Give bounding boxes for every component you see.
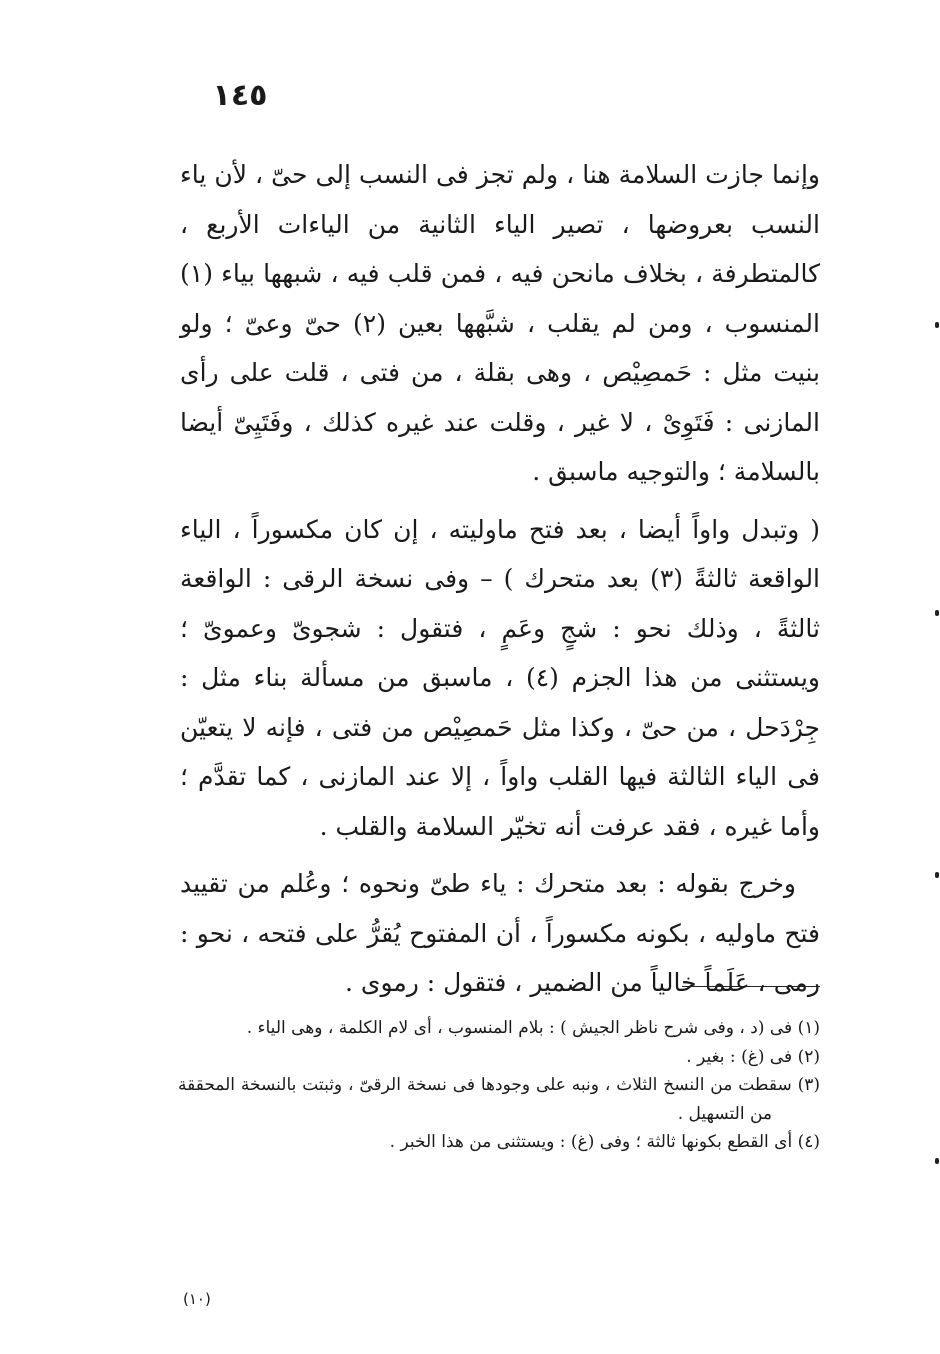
footnote-1: (١) فى (د ، وفى شرح ناظر الجيش ) : بلام المنسوب ، أى لام الكلمة ، وهى الياء . bbox=[246, 1018, 820, 1038]
paragraph-3: وخرج بقوله : بعد متحرك : ياء طىّ ونحوه ؛ وعُلم من تقييد فتح ماوليه ، بكونه مكسوراً ، أن المفتوح يُقرُّ على فتحه ، نحو : رمى ، عَلَماً خالياً من الضمير ، فتقول : رموى . bbox=[180, 869, 820, 997]
footnote-3: (٣) سقطت من النسخ الثلاث ، ونبه على وجودها فى نسخة الرقىّ ، وثبتت بالنسخة المحققة من التسهيل . bbox=[178, 1075, 820, 1124]
paragraph-2: ( وتبدل واواً أيضا ، بعد فتح ماوليته ، إن كان مكسوراً ، الياء الواقعة ثالثةً (٣) بعد متحرك ) – وفى نسخة الرقى : الواقعة ثالثةً ، وذلك نحو : شجٍ وعَمٍ ، فتقول : شجوىّ وعموىّ ؛ ويستثنى من هذا الجزم (٤) ، ماسبق من مسألة بناء مثل : جِرْدَحل ، من حىّ ، وكذا مثل حَمصِيْص من فتى ، فإنه لا يتعيّن فى الياء الثالثة فيها القلب واواً ، إلا عند المازنى ، كما تقدَّم ؛ وأما غيره ، فقد عرفت أنه تخيّر السلامة والقلب . bbox=[180, 514, 821, 841]
margin-mark bbox=[935, 872, 939, 878]
main-text bbox=[180, 150, 820, 1008]
footnote-2: (٢) فى (غ) : بغير . bbox=[686, 1046, 820, 1067]
footnotes bbox=[178, 1014, 820, 1157]
margin-mark bbox=[935, 1158, 939, 1164]
margin-mark bbox=[935, 610, 939, 616]
page-number: ١٤٥ bbox=[212, 78, 268, 113]
signature-mark: (١٠) bbox=[183, 1290, 211, 1308]
footnote-divider bbox=[682, 986, 820, 987]
margin-mark bbox=[935, 322, 939, 328]
footnote-4: (٤) أى القطع بكونها ثالثة ؛ وفى (غ) : ويستثنى من هذا الخبر . bbox=[389, 1132, 820, 1152]
paragraph-1: وإنما جازت السلامة هنا ، ولم تجز فى النسب إلى حىّ ، لأن ياء النسب بعروضها ، تصير الياء الثانية من الياءات الأربع ، كالمتطرفة ، بخلاف مانحن فيه ، فمن قلب فيه ، شبهها بياء (١) المنسوب ، ومن لم يقلب ، شبَّهها بعين (٢) حىّ وعىّ ؛ ولو بنيت مثل : حَمصِيْص ، وهى بقلة ، من فتى ، قلت على رأى المازنى : فَتَوِىْ ، لا غير ، وقلت عند غيره كذلك ، وفَتَيِىّ أيضا بالسلامة ؛ والتوجيه ماسبق . bbox=[180, 160, 820, 486]
